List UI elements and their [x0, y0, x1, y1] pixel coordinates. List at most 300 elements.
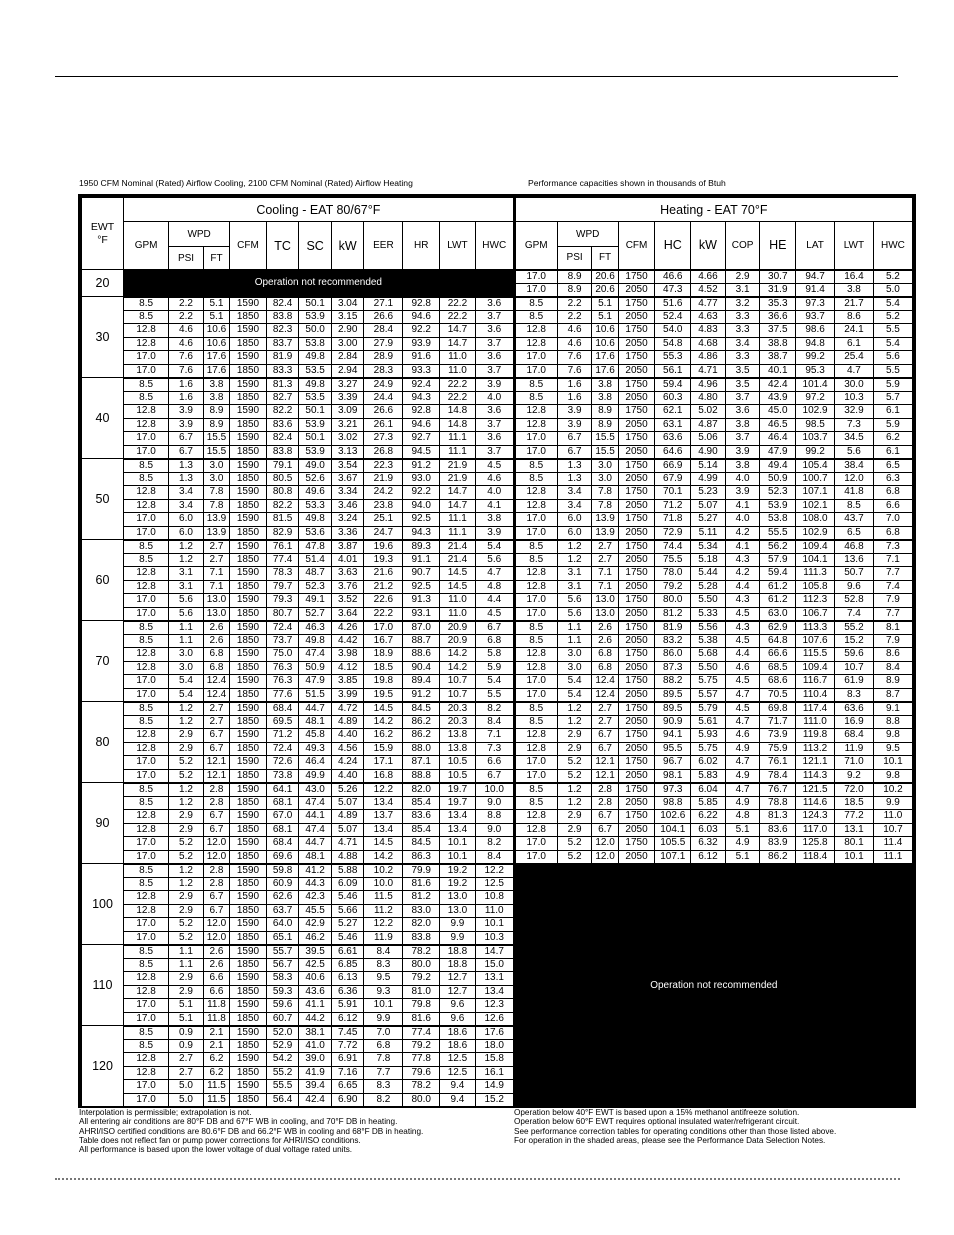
- heating-cell: 68.4: [835, 729, 874, 743]
- cooling-cell: 17.0: [124, 432, 169, 446]
- cooling-cell: 12.8: [124, 1053, 169, 1067]
- cooling-cell: 3.04: [331, 297, 364, 311]
- heating-cell: 105.4: [796, 459, 835, 473]
- ewt-value: 30: [82, 297, 124, 378]
- heating-cell: 12.1: [592, 769, 618, 783]
- heating-cell: 5.4: [557, 688, 592, 702]
- cooling-cell: 13.9: [203, 513, 229, 527]
- cooling-cell: 1590: [230, 378, 267, 392]
- cooling-cell: 3.8: [203, 391, 229, 405]
- cooling-cell: 2.9: [169, 729, 204, 743]
- heating-cell: 1750: [618, 594, 655, 608]
- cooling-cell: 5.2: [169, 756, 204, 770]
- cooling-cell: 8.5: [124, 540, 169, 554]
- cooling-cell: 49.8: [299, 351, 332, 365]
- cooling-cell: 80.0: [403, 1093, 440, 1107]
- cooling-cell: 5.8: [475, 648, 514, 662]
- heating-cell: 43.9: [760, 391, 796, 405]
- cooling-cell: 0.9: [169, 1039, 204, 1053]
- cooling-cell: 4.5: [475, 459, 514, 473]
- cooling-cell: 1850: [230, 634, 267, 648]
- heating-cell: 10.7: [873, 823, 912, 837]
- heating-cell: 2050: [618, 337, 655, 351]
- heating-cell: 17.0: [514, 756, 557, 770]
- heating-cell: 59.4: [655, 378, 691, 392]
- cooling-cell: 77.4: [266, 553, 299, 567]
- table-row: [82, 486, 913, 500]
- cooling-cell: 11.1: [440, 432, 476, 446]
- heating-cell: 11.9: [835, 742, 874, 756]
- heating-cell: 8.6: [835, 310, 874, 324]
- heating-cell: 7.7: [873, 607, 912, 621]
- cooling-cell: 3.13: [331, 445, 364, 459]
- heating-cell: 4.96: [691, 378, 726, 392]
- heating-cell: 2050: [618, 472, 655, 486]
- cooling-cell: 50.1: [299, 297, 332, 311]
- cooling-cell: 27.1: [364, 297, 403, 311]
- cooling-cell: 1590: [230, 918, 267, 932]
- heating-cell: 6.7: [557, 432, 592, 446]
- heating-cell: 2050: [618, 418, 655, 432]
- col-heating-hwc: HWC: [873, 222, 912, 270]
- heating-cell: 80.1: [835, 837, 874, 851]
- cooling-cell: 12.0: [203, 837, 229, 851]
- ewt-header-label: EWT: [90, 220, 115, 233]
- heating-cell: 5.5: [873, 324, 912, 338]
- heating-cell: 6.03: [691, 823, 726, 837]
- heating-cell: 4.5: [725, 675, 760, 689]
- cooling-cell: 12.0: [203, 931, 229, 945]
- heating-cell: 8.9: [557, 270, 592, 284]
- cooling-cell: 1.3: [169, 472, 204, 486]
- heating-cell: 2050: [618, 796, 655, 810]
- heating-cell: 11.4: [873, 837, 912, 851]
- col-cooling-hwc: HWC: [475, 222, 514, 270]
- heating-cell: 7.8: [592, 499, 618, 513]
- cooling-cell: 6.8: [203, 661, 229, 675]
- col-cooling-wpd: WPD: [169, 222, 230, 247]
- cooling-cell: 1850: [230, 418, 267, 432]
- cooling-cell: 8.5: [124, 877, 169, 891]
- cooling-cell: 2.7: [169, 1066, 204, 1080]
- cooling-cell: 49.9: [299, 769, 332, 783]
- table-row: [82, 607, 913, 621]
- heating-cell: 46.4: [760, 432, 796, 446]
- heating-cell: 107.1: [796, 486, 835, 500]
- heating-cell: 7.0: [873, 513, 912, 527]
- cooling-cell: 88.8: [403, 769, 440, 783]
- heating-cell: 109.4: [796, 540, 835, 554]
- heating-cell: 107.1: [655, 850, 691, 864]
- heating-cell: 12.8: [514, 418, 557, 432]
- cooling-cell: 4.6: [475, 472, 514, 486]
- cooling-cell: 21.2: [364, 580, 403, 594]
- cooling-cell: 48.7: [299, 567, 332, 581]
- heating-cell: 5.28: [691, 580, 726, 594]
- heating-cell: 59.6: [835, 648, 874, 662]
- cooling-cell: 6.6: [203, 972, 229, 986]
- cooling-cell: 4.7: [475, 567, 514, 581]
- cooling-cell: 52.6: [299, 472, 332, 486]
- cooling-cell: 8.5: [124, 310, 169, 324]
- cooling-cell: 14.7: [475, 945, 514, 959]
- heating-cell: 2.9: [557, 742, 592, 756]
- cooling-cell: 1.2: [169, 877, 204, 891]
- cooling-cell: 2.7: [203, 702, 229, 716]
- cooling-cell: 82.3: [266, 324, 299, 338]
- cooling-cell: 6.6: [203, 985, 229, 999]
- cooling-cell: 6.2: [203, 1066, 229, 1080]
- cooling-cell: 76.3: [266, 675, 299, 689]
- heating-cell: 5.1: [592, 297, 618, 311]
- cooling-cell: 72.4: [266, 742, 299, 756]
- cooling-cell: 79.2: [403, 1039, 440, 1053]
- cooling-cell: 79.6: [403, 1066, 440, 1080]
- cooling-cell: 8.5: [124, 715, 169, 729]
- cooling-cell: 3.8: [475, 513, 514, 527]
- cooling-cell: 1590: [230, 1080, 267, 1094]
- cooling-cell: 17.0: [124, 688, 169, 702]
- heating-cell: 17.0: [514, 837, 557, 851]
- heating-cell: 13.0: [592, 594, 618, 608]
- heating-cell: 7.7: [873, 567, 912, 581]
- cooling-cell: 1.1: [169, 958, 204, 972]
- heating-cell: 5.9: [873, 418, 912, 432]
- heating-cell: 53.9: [760, 499, 796, 513]
- performance-table-body: [82, 270, 913, 1107]
- heating-cell: 8.5: [514, 783, 557, 797]
- cooling-cell: 54.2: [266, 1053, 299, 1067]
- cooling-cell: 41.0: [299, 1039, 332, 1053]
- cooling-cell: 59.3: [266, 985, 299, 999]
- cooling-cell: 83.6: [403, 810, 440, 824]
- cooling-cell: 5.5: [475, 688, 514, 702]
- heating-cell: 5.1: [725, 823, 760, 837]
- cooling-cell: 94.6: [403, 418, 440, 432]
- cooling-cell: 87.1: [403, 756, 440, 770]
- heating-cell: 70.1: [655, 486, 691, 500]
- heating-cell: 89.5: [655, 702, 691, 716]
- cooling-cell: 38.1: [299, 1026, 332, 1040]
- table-row: [82, 472, 913, 486]
- cooling-cell: 1590: [230, 540, 267, 554]
- cooling-cell: 50.9: [299, 661, 332, 675]
- heating-cell: 43.7: [835, 513, 874, 527]
- cooling-cell: 3.7: [475, 337, 514, 351]
- cooling-cell: 14.5: [364, 702, 403, 716]
- cooling-cell: 82.2: [266, 499, 299, 513]
- footnotes-left: [79, 1108, 423, 1154]
- table-row: [82, 337, 913, 351]
- cooling-cell: 41.2: [299, 864, 332, 878]
- heating-cell: 70.5: [760, 688, 796, 702]
- heating-cell: 3.8: [592, 378, 618, 392]
- table-row: [82, 445, 913, 459]
- cooling-cell: 1850: [230, 742, 267, 756]
- cooling-cell: 89.4: [403, 675, 440, 689]
- cooling-cell: 1590: [230, 621, 267, 635]
- heating-cell: 105.8: [796, 580, 835, 594]
- heating-cell: 4.5: [725, 607, 760, 621]
- cooling-cell: 3.27: [331, 378, 364, 392]
- cooling-cell: 11.0: [440, 351, 476, 365]
- heating-cell: 4.7: [725, 756, 760, 770]
- cooling-cell: 11.8: [203, 999, 229, 1013]
- cooling-cell: 5.1: [169, 1012, 204, 1026]
- cooling-cell: 64.1: [266, 783, 299, 797]
- heating-cell: 13.0: [592, 607, 618, 621]
- heating-cell: 93.7: [796, 310, 835, 324]
- cooling-cell: 5.2: [169, 931, 204, 945]
- heating-cell: 53.8: [760, 513, 796, 527]
- cooling-cell: 2.7: [203, 553, 229, 567]
- cooling-cell: 20.3: [440, 702, 476, 716]
- heating-cell: 45.0: [760, 405, 796, 419]
- heating-cell: 6.1: [873, 445, 912, 459]
- heating-cell: 12.8: [514, 337, 557, 351]
- heating-cell: 16.4: [835, 270, 874, 284]
- table-row: [82, 864, 913, 878]
- cooling-cell: 3.63: [331, 567, 364, 581]
- cooling-cell: 82.7: [266, 391, 299, 405]
- cooling-cell: 21.4: [440, 553, 476, 567]
- heating-cell: 8.3: [835, 688, 874, 702]
- table-row: [82, 675, 913, 689]
- heating-cell: 8.5: [514, 378, 557, 392]
- col-heating-psi: PSI: [557, 247, 592, 270]
- cooling-cell: 79.3: [266, 594, 299, 608]
- footnote: Table does not reflect fan or pump power corrections for AHRI/ISO conditions.: [79, 1135, 361, 1145]
- heating-cell: 1750: [618, 459, 655, 473]
- heating-cell: 11.0: [873, 810, 912, 824]
- cooling-cell: 44.7: [299, 837, 332, 851]
- table-row: [82, 391, 913, 405]
- cooling-cell: 39.5: [299, 945, 332, 959]
- cooling-cell: 67.0: [266, 810, 299, 824]
- cooling-cell: 13.0: [440, 904, 476, 918]
- cooling-cell: 17.0: [124, 756, 169, 770]
- cooling-cell: 3.0: [203, 459, 229, 473]
- cooling-cell: 77.4: [403, 1026, 440, 1040]
- cooling-cell: 82.2: [266, 405, 299, 419]
- cooling-cell: 17.0: [124, 769, 169, 783]
- cooling-cell: 3.00: [331, 337, 364, 351]
- table-row: [82, 499, 913, 513]
- cooling-cell: 81.0: [403, 985, 440, 999]
- cooling-cell: 13.8: [440, 729, 476, 743]
- heating-cell: 1.2: [557, 540, 592, 554]
- heating-cell: 121.5: [796, 783, 835, 797]
- cooling-cell: 17.0: [364, 621, 403, 635]
- cooling-cell: 10.8: [475, 891, 514, 905]
- heating-cell: 2.7: [592, 553, 618, 567]
- cooling-cell: 12.5: [475, 877, 514, 891]
- heating-cell: 5.18: [691, 553, 726, 567]
- cooling-cell: 42.3: [299, 891, 332, 905]
- heating-cell: 8.5: [514, 472, 557, 486]
- cooling-cell: 88.6: [403, 648, 440, 662]
- cooling-cell: 18.0: [475, 1039, 514, 1053]
- heating-cell: 1750: [618, 837, 655, 851]
- heating-cell: 114.6: [796, 796, 835, 810]
- cooling-cell: 92.8: [403, 405, 440, 419]
- ewt-value: 120: [82, 1026, 124, 1107]
- heating-cell: 115.5: [796, 648, 835, 662]
- heating-cell: 2050: [618, 823, 655, 837]
- col-heating-cfm: CFM: [618, 222, 655, 270]
- cooling-cell: 77.8: [403, 1053, 440, 1067]
- heating-cell: 2050: [618, 445, 655, 459]
- table-row: [82, 432, 913, 446]
- heating-cell: 5.75: [691, 675, 726, 689]
- heating-cell: 98.6: [796, 324, 835, 338]
- heating-cell: 71.8: [655, 513, 691, 527]
- cooling-cell: 14.8: [440, 405, 476, 419]
- heating-cell: 8.9: [873, 675, 912, 689]
- heating-cell: 5.02: [691, 405, 726, 419]
- cooling-cell: 5.2: [169, 837, 204, 851]
- heating-cell: 94.7: [796, 270, 835, 284]
- cooling-cell: 8.9: [203, 405, 229, 419]
- heating-cell: 4.80: [691, 391, 726, 405]
- heating-cell: 4.0: [725, 472, 760, 486]
- col-heating-wpd: WPD: [557, 222, 618, 247]
- cooling-cell: 17.0: [124, 1080, 169, 1094]
- cooling-cell: 53.6: [299, 526, 332, 540]
- footnotes-right: [514, 1108, 836, 1145]
- heating-cell: 2050: [618, 391, 655, 405]
- cooling-cell: 12.0: [203, 918, 229, 932]
- heating-cell: 6.8: [592, 648, 618, 662]
- heating-cell: 2050: [618, 688, 655, 702]
- cooling-cell: 10.1: [440, 837, 476, 851]
- cooling-cell: 1590: [230, 864, 267, 878]
- cooling-cell: 1850: [230, 499, 267, 513]
- cooling-cell: 7.6: [169, 364, 204, 378]
- heating-cell: 5.11: [691, 526, 726, 540]
- heating-cell: 5.2: [557, 769, 592, 783]
- cooling-cell: 18.6: [440, 1039, 476, 1053]
- cooling-cell: 42.4: [299, 1093, 332, 1107]
- heating-cell: 16.9: [835, 715, 874, 729]
- cooling-cell: 11.1: [440, 445, 476, 459]
- cooling-cell: 11.0: [475, 904, 514, 918]
- heating-cell: 12.1: [592, 756, 618, 770]
- cooling-cell: 1850: [230, 526, 267, 540]
- cooling-cell: 88.7: [403, 634, 440, 648]
- table-row: [82, 810, 913, 824]
- cooling-cell: 49.8: [299, 378, 332, 392]
- heating-cell: 3.0: [557, 661, 592, 675]
- heating-cell: 3.8: [725, 459, 760, 473]
- cooling-cell: 6.6: [475, 756, 514, 770]
- performance-table: [81, 197, 913, 1107]
- cooling-cell: 3.67: [331, 472, 364, 486]
- heating-cell: 3.0: [557, 648, 592, 662]
- cooling-cell: 1590: [230, 513, 267, 527]
- heating-cell: 5.7: [873, 391, 912, 405]
- cooling-cell: 19.2: [440, 877, 476, 891]
- cooling-cell: 7.8: [364, 1053, 403, 1067]
- cooling-cell: 11.2: [364, 904, 403, 918]
- cooling-cell: 3.46: [331, 499, 364, 513]
- heating-cell: 7.6: [557, 364, 592, 378]
- ewt-header: [82, 198, 124, 270]
- heating-cell: 5.0: [873, 283, 912, 297]
- cooling-cell: 86.2: [403, 729, 440, 743]
- cooling-cell: 14.7: [440, 486, 476, 500]
- cooling-cell: 9.6: [440, 1012, 476, 1026]
- cooling-cell: 17.0: [124, 999, 169, 1013]
- heating-cell: 2.8: [592, 796, 618, 810]
- cooling-cell: 81.2: [403, 891, 440, 905]
- cooling-cell: 63.7: [266, 904, 299, 918]
- heating-cell: 13.9: [592, 526, 618, 540]
- cooling-cell: 17.0: [124, 445, 169, 459]
- heating-cell: 72.0: [835, 783, 874, 797]
- cooling-cell: 14.7: [440, 337, 476, 351]
- heating-cell: 4.9: [725, 769, 760, 783]
- heating-cell: 15.5: [592, 432, 618, 446]
- cooling-cell: 12.0: [203, 850, 229, 864]
- cooling-cell: 53.9: [299, 418, 332, 432]
- heating-cell: 55.2: [835, 621, 874, 635]
- cooling-cell: 16.2: [364, 729, 403, 743]
- heating-cell: 13.6: [835, 553, 874, 567]
- cooling-cell: 47.4: [299, 648, 332, 662]
- heating-cell: 10.3: [835, 391, 874, 405]
- heating-cell: 38.7: [760, 351, 796, 365]
- table-row: [82, 580, 913, 594]
- heating-cell: 1750: [618, 351, 655, 365]
- heating-cell: 17.0: [514, 283, 557, 297]
- heating-cell: 2050: [618, 580, 655, 594]
- heating-cell: 81.9: [655, 621, 691, 635]
- cooling-cell: 28.4: [364, 324, 403, 338]
- heating-cell: 2.9: [557, 823, 592, 837]
- heating-cell: 63.6: [835, 702, 874, 716]
- heating-cell: 6.12: [691, 850, 726, 864]
- cooling-cell: 1850: [230, 796, 267, 810]
- heating-cell: 12.8: [514, 742, 557, 756]
- heating-cell: 9.5: [873, 742, 912, 756]
- cooling-cell: 11.0: [440, 594, 476, 608]
- heating-cell: 87.3: [655, 661, 691, 675]
- cooling-cell: 10.2: [364, 864, 403, 878]
- cooling-cell: 21.4: [440, 540, 476, 554]
- footnote: For operation in the shaded areas, please see the Performance Data Selection Notes.: [514, 1135, 826, 1145]
- cooling-cell: 14.7: [440, 499, 476, 513]
- heating-cell: 50.7: [835, 567, 874, 581]
- cooling-cell: 82.9: [266, 526, 299, 540]
- heating-cell: 97.3: [655, 783, 691, 797]
- cooling-cell: 23.8: [364, 499, 403, 513]
- heating-cell: 5.93: [691, 729, 726, 743]
- cooling-cell: 5.6: [169, 594, 204, 608]
- cooling-cell: 9.5: [364, 972, 403, 986]
- cooling-cell: 8.5: [124, 945, 169, 959]
- heating-cell: 1.6: [557, 391, 592, 405]
- cooling-cell: 1.1: [169, 621, 204, 635]
- cooling-cell: 22.3: [364, 459, 403, 473]
- cooling-cell: 12.8: [124, 742, 169, 756]
- cooling-cell: 6.7: [203, 729, 229, 743]
- heating-cell: 107.6: [796, 634, 835, 648]
- cooling-cell: 12.8: [124, 499, 169, 513]
- heating-cell: 81.3: [760, 810, 796, 824]
- cooling-cell: 3.54: [331, 459, 364, 473]
- cooling-cell: 1850: [230, 931, 267, 945]
